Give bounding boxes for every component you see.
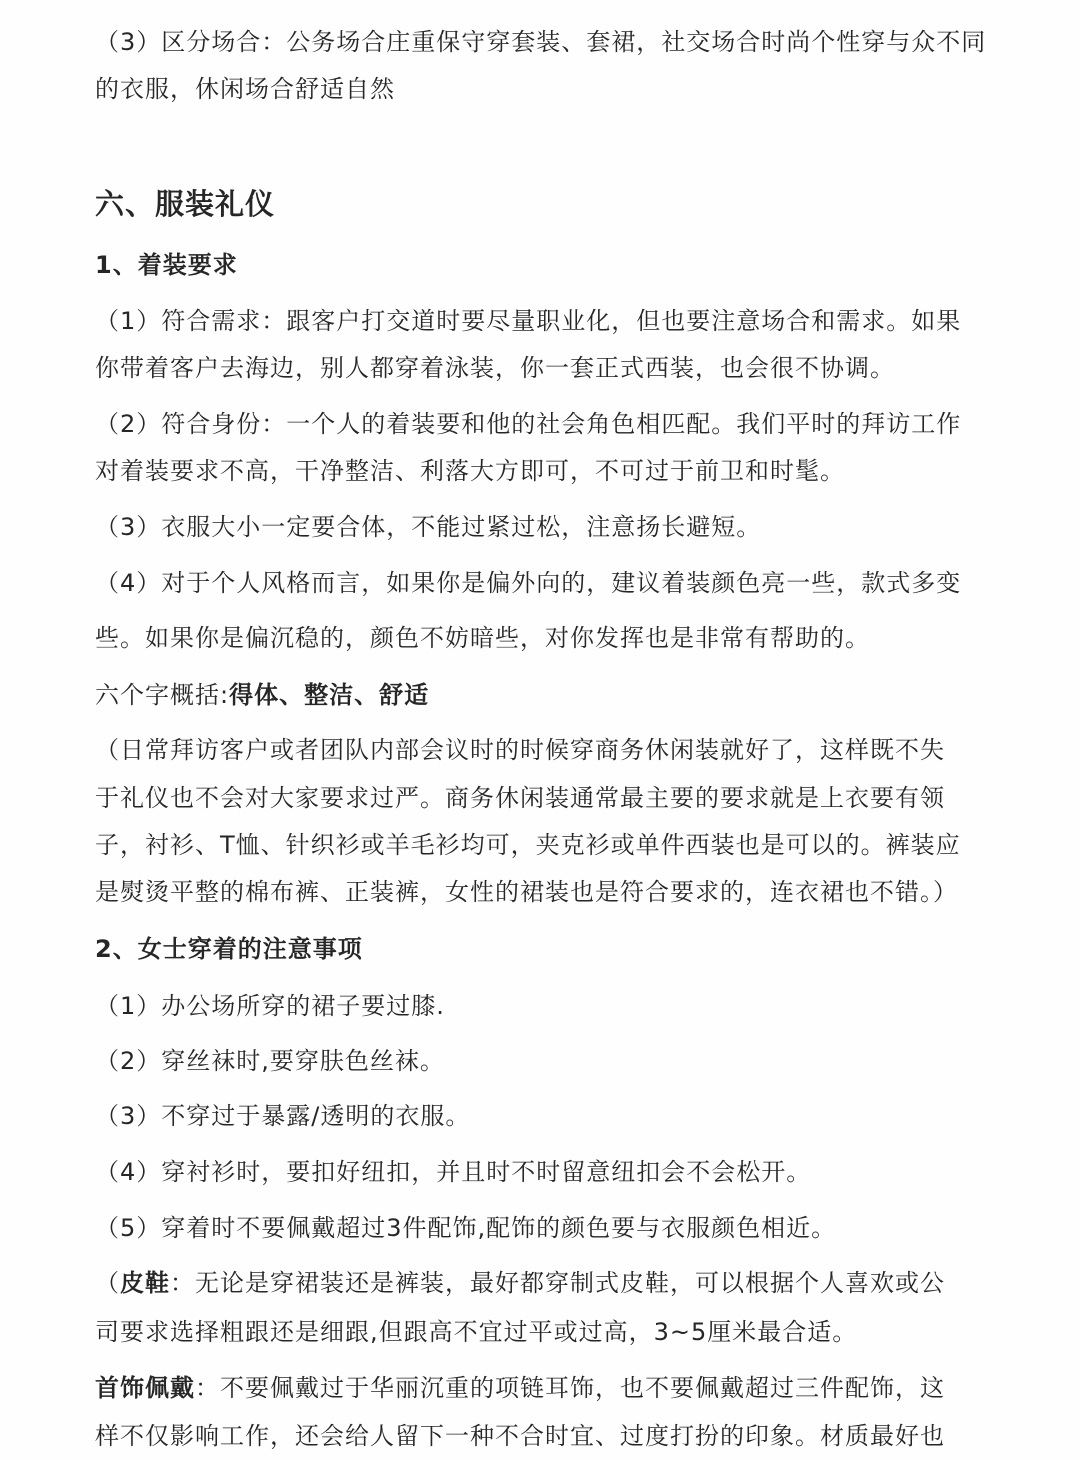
note-line3: 子，衬衫、T恤、针织衫或羊毛衫均可，夹克衫或单件西装也是可以的。裤装应 bbox=[95, 831, 961, 859]
sub2-item-1: （1）办公场所穿的裙子要过膝. bbox=[95, 992, 445, 1020]
intro-item3-line2: 的衣服，休闲场合舒适自然 bbox=[95, 75, 395, 103]
jewelry-text: ：不要佩戴过于华丽沉重的项链耳饰，也不要佩戴超过三件配饰，这 bbox=[195, 1374, 945, 1402]
sub1-p3: （3）衣服大小一定要合体，不能过紧过松，注意扬长避短。 bbox=[95, 513, 762, 541]
section6-title: 六、服装礼仪 bbox=[95, 187, 276, 221]
sub2-item-4: （4）穿衬衫时，要扣好纽扣，并且时不时留意纽扣会不会松开。 bbox=[95, 1158, 812, 1186]
shoes-line2: 司要求选择粗跟还是细跟,但跟高不宜过平或过高，3~5厘米最合适。 bbox=[95, 1318, 858, 1346]
note-line1: （日常拜访客户或者团队内部会议时的时候穿商务休闲装就好了，这样既不失 bbox=[95, 736, 945, 764]
jewelry-line1 bbox=[95, 1364, 945, 1412]
sub1-p1-line1: （1）符合需求：跟客户打交道时要尽量职业化，但也要注意场合和需求。如果 bbox=[95, 307, 962, 335]
shoes-label: 皮鞋 bbox=[120, 1269, 170, 1297]
sub2-item-5: （5）穿着时不要佩戴超过3件配饰,配饰的颜色要与衣服颜色相近。 bbox=[95, 1214, 837, 1242]
shoes-line1 bbox=[95, 1259, 945, 1307]
sub1-p2-line2: 对着装要求不高，干净整洁、利落大方即可，不可过于前卫和时髦。 bbox=[95, 457, 845, 485]
sub1-p2-line1: （2）符合身份：一个人的着装要和他的社会角色相匹配。我们平时的拜访工作 bbox=[95, 410, 962, 438]
sub2-item-3: （3）不穿过于暴露/透明的衣服。 bbox=[95, 1102, 471, 1130]
sub1-title: 1、着装要求 bbox=[95, 251, 238, 279]
sub2-title: 2、女士穿着的注意事项 bbox=[95, 935, 363, 963]
summary-label: 六个字概括: bbox=[95, 681, 230, 709]
sub1-p1-line2: 你带着客户去海边，别人都穿着泳装，你一套正式西装，也会很不协调。 bbox=[95, 354, 895, 382]
note-line2: 于礼仪也不会对大家要求过严。商务休闲装通常最主要的要求就是上衣要有领 bbox=[95, 784, 945, 812]
jewelry-label: 首饰佩戴 bbox=[95, 1374, 195, 1402]
summary-line bbox=[95, 671, 429, 719]
jewelry-line2: 样不仅影响工作，还会给人留下一种不合时宜、过度打扮的印象。材质最好也 bbox=[95, 1422, 945, 1450]
sub1-p4-line2: 些。如果你是偏沉稳的，颜色不妨暗些，对你发挥也是非常有帮助的。 bbox=[95, 624, 870, 652]
shoes-text: ：无论是穿裙装还是裤装，最好都穿制式皮鞋，可以根据个人喜欢或公 bbox=[170, 1269, 945, 1297]
shoes-open-paren: （ bbox=[95, 1269, 120, 1297]
sub2-item-2: （2）穿丝袜时,要穿肤色丝袜。 bbox=[95, 1047, 445, 1075]
note-line4: 是熨烫平整的棉布裤、正装裤，女性的裙装也是符合要求的，连衣裙也不错。） bbox=[95, 878, 958, 906]
sub1-p4-line1: （4）对于个人风格而言，如果你是偏外向的，建议着装颜色亮一些，款式多变 bbox=[95, 569, 962, 597]
intro-item3-line1: （3）区分场合：公务场合庄重保守穿套装、套裙，社交场合时尚个性穿与众不同 bbox=[95, 28, 987, 56]
summary-value: 得体、整洁、舒适 bbox=[229, 681, 430, 709]
